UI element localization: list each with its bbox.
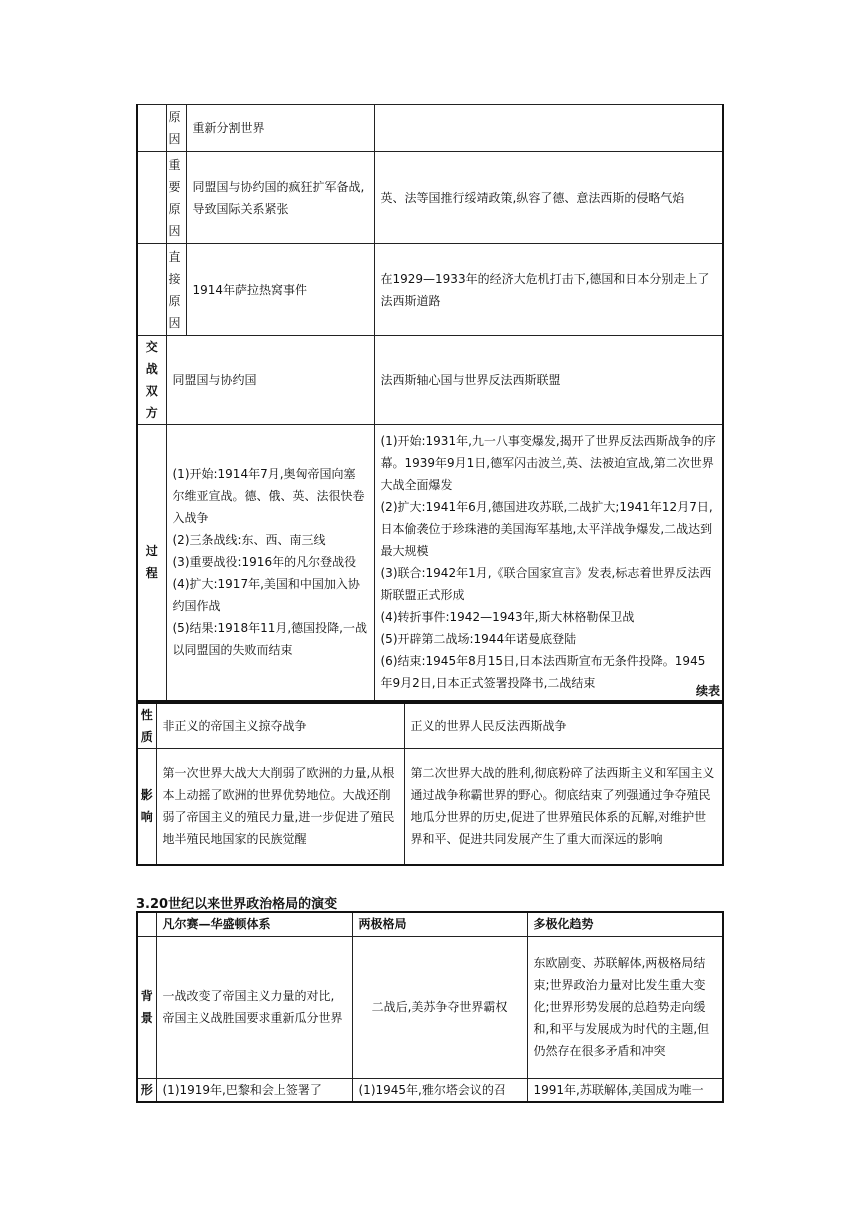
ww2-influence: 第二次世界大战的胜利,彻底粉碎了法西斯主义和军国主义通过战争称霸世界的野心。彻底结束了列强通过争夺殖民地瓜分世界的历史,促进了世界殖民体系的瓦解,对维护世界和平、促进共同发展产生了重大而深远的影响 — [404, 749, 723, 865]
versailles-background: 一战改变了帝国主义力量的对比,帝国主义战胜国要求重新瓜分世界 — [156, 936, 352, 1078]
multipolar-background: 东欧剧变、苏联解体,两极格局结束;世界政治力量对比发生重大变化;世界形势发展的总趋势走向缓和,和平与发展成为时代的主题,但仍然存在很多矛盾和冲突 — [527, 936, 723, 1078]
ww2-nature: 正义的世界人民反法西斯战争 — [404, 703, 723, 749]
row-label-reason: 原因 — [166, 105, 186, 152]
row-label-formation: 形 — [137, 1078, 156, 1102]
ww1-process — [166, 425, 374, 701]
versailles-formation: (1)1919年,巴黎和会上签署了 — [156, 1078, 352, 1102]
war-comparison-table — [136, 104, 724, 702]
ww1-process-step: (4)扩大:1917年,美国和中国加入协约国作战 — [172, 577, 360, 614]
ww2-reason — [374, 105, 723, 152]
col-header-versailles: 凡尔赛—华盛顿体系 — [156, 912, 352, 936]
empty-cell — [137, 152, 166, 244]
bipolar-formation: (1)1945年,雅尔塔会议的召 — [352, 1078, 527, 1102]
empty-cell — [137, 244, 166, 336]
multipolar-formation: 1991年,苏联解体,美国成为唯一 — [527, 1078, 723, 1102]
bipolar-background: 二战后,美苏争夺世界霸权 — [352, 936, 527, 1078]
ww2-process-step: (1)开始:1931年,九一八事变爆发,揭开了世界反法西斯战争的序幕。1939年9月1日,德军闪击波兰,英、法被迫宣战,第二次世界大战全面爆发 — [380, 434, 716, 493]
ww1-process-step: (1)开始:1914年7月,奥匈帝国向塞尔维亚宣战。德、俄、英、法很快卷入战争 — [172, 467, 365, 526]
ww1-influence: 第一次世界大战大大削弱了欧洲的力量,从根本上动摇了欧洲的世界优势地位。大战还削弱了帝国主义的殖民力量,进一步促进了殖民地半殖民地国家的民族觉醒 — [156, 749, 404, 865]
col-header-bipolar: 两极格局 — [352, 912, 527, 936]
ww1-direct-reason: 1914年萨拉热窝事件 — [186, 244, 374, 336]
war-comparison-table-continued — [136, 702, 724, 866]
row-label-direct-reason: 直接原因 — [166, 244, 186, 336]
political-pattern-table — [136, 911, 724, 1103]
row-label-influence: 影响 — [137, 749, 156, 865]
ww2-process-step: (4)转折事件:1942—1943年,斯大林格勒保卫战 — [380, 610, 635, 625]
ww1-important-reason: 同盟国与协约国的疯狂扩军备战,导致国际关系紧张 — [186, 152, 374, 244]
section-heading: 3.20世纪以来世界政治格局的演变 — [136, 897, 338, 912]
row-label-sides: 交战双方 — [137, 336, 166, 425]
ww2-process-step: (2)扩大:1941年6月,德国进攻苏联,二战扩大;1941年12月7日,日本偷袭位于珍珠港的美国海军基地,太平洋战争爆发,二战达到最大规模 — [380, 500, 713, 559]
ww1-process-step: (5)结果:1918年11月,德国投降,一战以同盟国的失败而结束 — [172, 621, 367, 658]
ww2-process-step: (6)结束:1945年8月15日,日本法西斯宣布无条件投降。1945年9月2日,日本正式签署投降书,二战结束 — [380, 654, 706, 691]
continued-label: 续表 — [695, 684, 720, 698]
row-label-important-reason: 重要原因 — [166, 152, 186, 244]
ww2-process-step: (5)开辟第二战场:1944年诺曼底登陆 — [380, 632, 577, 647]
ww1-nature: 非正义的帝国主义掠夺战争 — [156, 703, 404, 749]
ww2-sides: 法西斯轴心国与世界反法西斯联盟 — [374, 336, 723, 425]
ww1-reason: 重新分割世界 — [186, 105, 374, 152]
empty-cell — [137, 105, 166, 152]
ww2-process-step: (3)联合:1942年1月,《联合国家宣言》发表,标志着世界反法西斯联盟正式形成 — [380, 566, 712, 603]
ww1-process-step: (3)重要战役:1916年的凡尔登战役 — [172, 555, 357, 570]
ww2-important-reason: 英、法等国推行绥靖政策,纵容了德、意法西斯的侵略气焰 — [374, 152, 723, 244]
col-header-multipolar: 多极化趋势 — [527, 912, 723, 936]
ww1-process-step: (2)三条战线:东、西、南三线 — [172, 533, 326, 548]
ww1-sides: 同盟国与协约国 — [166, 336, 374, 425]
ww2-direct-reason: 在1929—1933年的经济大危机打击下,德国和日本分别走上了法西斯道路 — [374, 244, 723, 336]
ww2-process — [374, 425, 723, 701]
empty-corner — [137, 912, 156, 936]
row-label-process: 过程 — [137, 425, 166, 701]
row-label-background: 背景 — [137, 936, 156, 1078]
row-label-nature: 性质 — [137, 703, 156, 749]
